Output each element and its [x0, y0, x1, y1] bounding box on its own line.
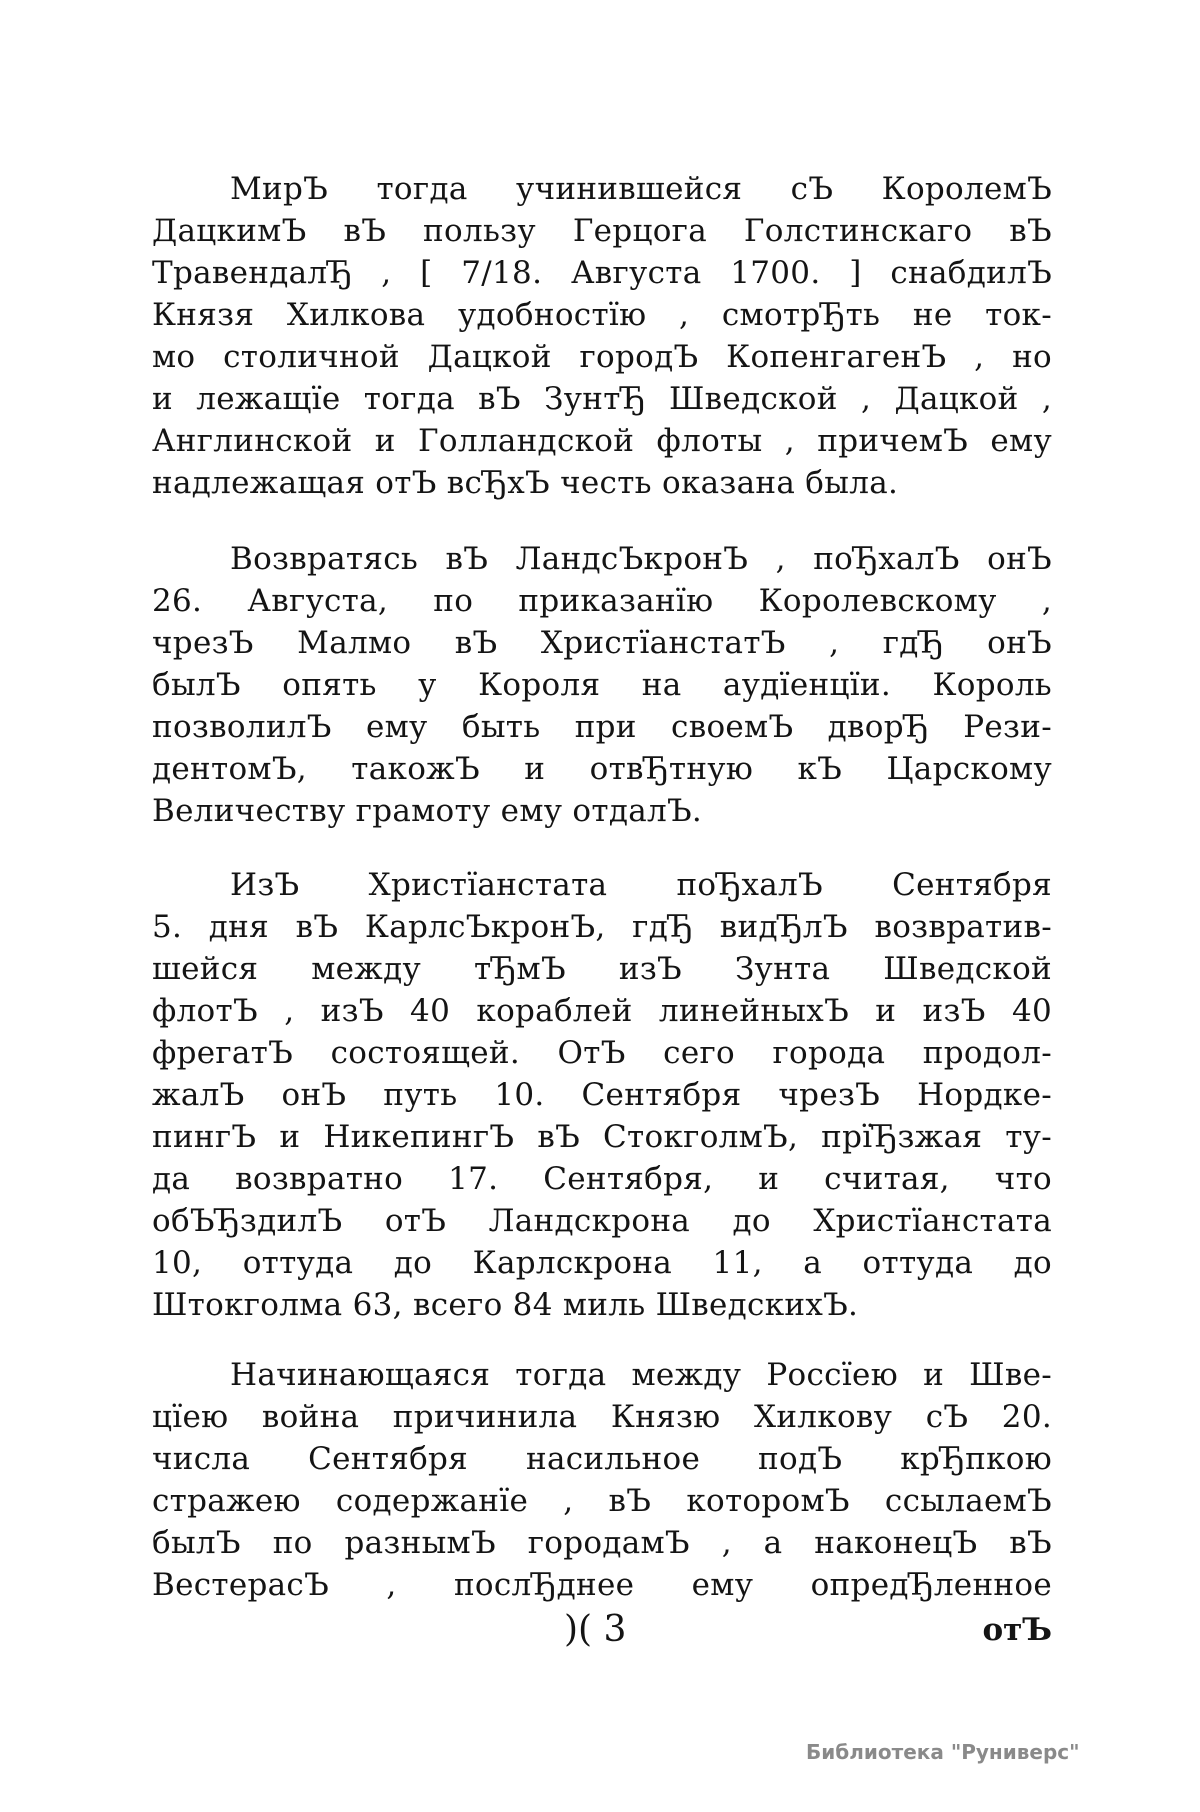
- text-line: флотЪ , изЪ 40 кораблей линейныхЪ и изЪ 40: [152, 993, 1052, 1029]
- text-line: стражею содержанїе , вЪ которомЪ ссылаемЪ: [152, 1483, 1052, 1519]
- text-line: ИзЪ Христїанстата поЂхалЪ Сентября: [230, 867, 1052, 903]
- text-line: Штокголма 63, всего 84 миль ШведскихЪ.: [152, 1287, 859, 1323]
- text-line: числа Сентября насильное подЪ крЂпкою: [152, 1441, 1052, 1477]
- text-line: обЪЂздилЪ отЪ Ландскрона до Христїанстата: [152, 1203, 1052, 1239]
- text-line: 5. дня вЪ КарлсЪкронЪ, гдЂ видЂлЪ возвратив-: [152, 909, 1052, 945]
- text-line: шейся между тЂмЪ изЪ Зунта Шведской: [152, 951, 1052, 987]
- text-line: МирЪ тогда учинившейся сЪ КоролемЪ: [230, 171, 1052, 207]
- text-line: чрезЪ Малмо вЪ ХристїанстатЪ , гдЂ онЪ: [152, 625, 1052, 661]
- text-line: 10, оттуда до Карлскрона 11, а оттуда до: [152, 1245, 1052, 1281]
- text-line: Начинающаяся тогда между Россїею и Шве-: [230, 1357, 1052, 1393]
- text-line: фрегатЪ состоящей. ОтЪ сего города продол-: [152, 1035, 1052, 1071]
- paragraph-2: [152, 538, 1052, 832]
- signature-mark: )( 3: [564, 1609, 627, 1650]
- text-line: позволилЪ ему быть при своемЪ дворЂ Рези-: [152, 709, 1052, 745]
- text-line: жалЪ онЪ путь 10. Сентября чрезЪ Нордке-: [152, 1077, 1052, 1113]
- text-line: ДацкимЪ вЪ пользу Герцога Голстинскаго вЪ: [152, 213, 1052, 249]
- text-line: цїею война причинила Князю Хилкову сЪ 20.: [152, 1399, 1052, 1435]
- paragraph-3: [152, 864, 1052, 1326]
- catchword: отЪ: [982, 1612, 1052, 1648]
- text-line: Величеству грамоту ему отдалЪ.: [152, 793, 703, 829]
- text-line: пингЪ и НикепингЪ вЪ СтокголмЪ, прїЂзжая ту-: [152, 1119, 1052, 1155]
- text-line: Англинской и Голландской флоты , причемЪ ему: [152, 423, 1052, 459]
- text-line: надлежащая отЪ всЂхЪ честь оказана была.: [152, 465, 899, 501]
- text-line: 26. Августа, по приказанїю Королевскому ,: [152, 583, 1052, 619]
- text-line: мо столичной Дацкой городЪ КопенгагенЪ , но: [152, 339, 1052, 375]
- text-line: дентомЪ, такожЪ и отвЂтную кЪ Царскому: [152, 751, 1052, 787]
- text-line: Князя Хилкова удобностїю , смотрЂть не ток-: [152, 297, 1052, 333]
- text-line: ВестерасЪ , послЂднее ему опредЂленное: [152, 1567, 1052, 1603]
- paragraph-4: [152, 1354, 1052, 1606]
- text-line: былЪ опять у Короля на аудїенцїи. Король: [152, 667, 1052, 703]
- text-line: и лежащїе тогда вЪ ЗунтЂ Шведской , Дацкой ,: [152, 381, 1052, 417]
- page-footer: [152, 1606, 1052, 1654]
- text-line: да возвратно 17. Сентября, и считая, что: [152, 1161, 1052, 1197]
- text-line: былЪ по разнымЪ городамЪ , а наконецЪ вЪ: [152, 1525, 1052, 1561]
- text-line: Возвратясь вЪ ЛандсЪкронЪ , поЂхалЪ онЪ: [230, 541, 1052, 577]
- paragraph-1: [152, 168, 1052, 504]
- library-watermark: Библиотека "Руниверс": [806, 1740, 1080, 1764]
- text-line: ТравендалЂ , [ 7/18. Августа 1700. ] снабдилЪ: [152, 255, 1052, 291]
